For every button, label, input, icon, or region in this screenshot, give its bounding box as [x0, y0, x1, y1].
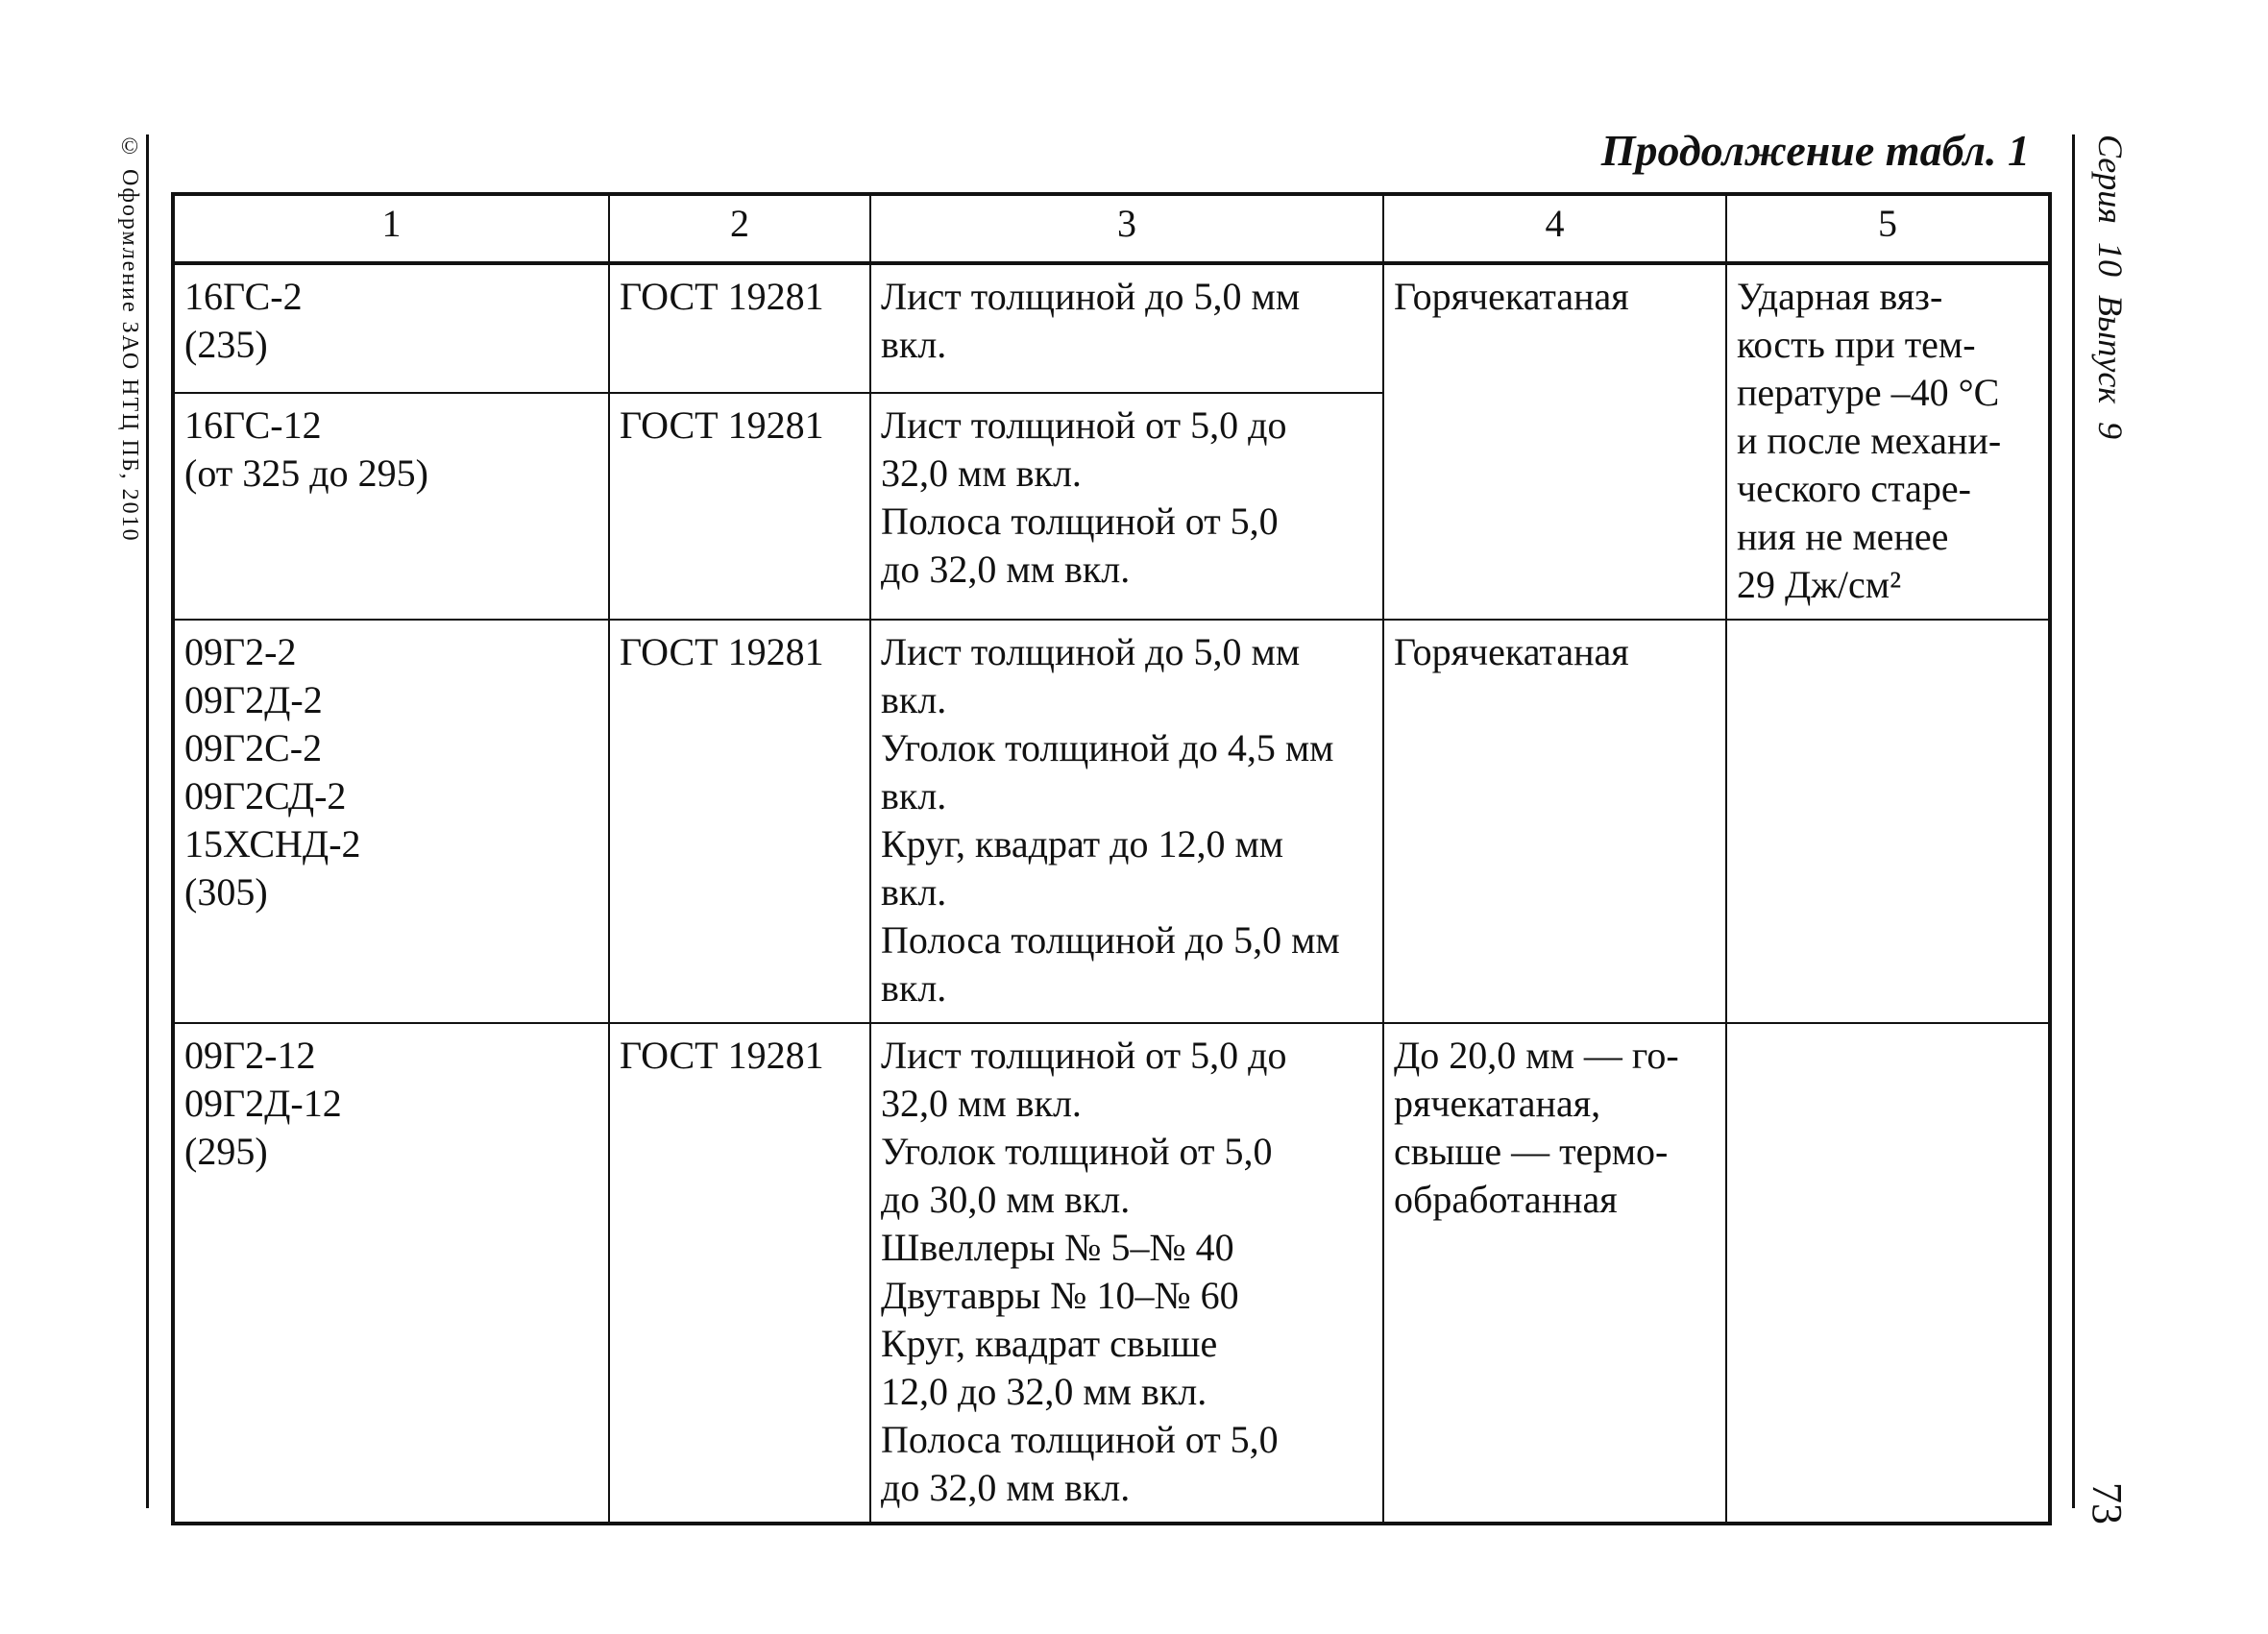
additional-requirements-cell [1726, 263, 2050, 620]
product-line: Уголок толщиной до 4,5 мм [881, 726, 1334, 769]
steel-grade: 16ГС-2 [184, 275, 303, 318]
copyright-note: © Оформление ЗАО НТЦ ПБ, 2010 [117, 134, 142, 543]
product-type-cell [870, 263, 1383, 393]
requirement-line: ческого старе- [1737, 467, 1971, 510]
standard-cell [609, 263, 870, 393]
steel-grade: 09Г2СД-2 [184, 774, 347, 817]
product-line: до 32,0 мм вкл. [881, 548, 1131, 592]
product-line: вкл. [881, 870, 947, 914]
requirement-line: пературе –40 °С [1737, 371, 2000, 414]
table-caption: Продолжение табл. 1 [1600, 126, 2030, 175]
product-line: вкл. [881, 774, 947, 817]
standard-code: ГОСТ 19281 [620, 275, 824, 318]
additional-requirements-cell [1726, 1023, 2050, 1524]
product-line: Круг, квадрат свыше [881, 1322, 1218, 1365]
product-type-cell [870, 1023, 1383, 1524]
table-header-row [173, 194, 2050, 263]
series-issue-label: Серия 10 Выпуск 9 [2091, 134, 2130, 440]
product-line: 12,0 до 32,0 мм вкл. [881, 1370, 1207, 1413]
column-header: 2 [609, 194, 870, 263]
yield-strength: (235) [184, 323, 268, 366]
requirement-line: 29 Дж/см² [1737, 563, 1902, 606]
product-line: Круг, квадрат до 12,0 мм [881, 822, 1284, 866]
steel-grade: 09Г2Д-12 [184, 1082, 342, 1125]
delivery-condition-cell [1383, 620, 1726, 1023]
delivery-condition: рячекатаная, [1394, 1082, 1601, 1125]
table-row [173, 263, 2050, 393]
requirement-line: и после механи- [1737, 419, 2002, 462]
standard-cell [609, 393, 870, 620]
delivery-condition-cell [1383, 1023, 1726, 1524]
product-line: Швеллеры № 5–№ 40 [881, 1226, 1234, 1269]
steel-grade-cell [173, 393, 609, 620]
product-line: Полоса толщиной до 5,0 мм [881, 918, 1340, 962]
product-line: Лист толщиной от 5,0 до [881, 403, 1287, 448]
steel-grade: 09Г2-2 [184, 630, 297, 673]
delivery-condition: обработанная [1394, 1178, 1618, 1221]
delivery-condition: До 20,0 мм — го- [1394, 1034, 1679, 1077]
product-line: Лист толщиной до 5,0 мм [881, 630, 1301, 673]
delivery-condition: свыше — термо- [1394, 1130, 1669, 1173]
steel-grade-cell [173, 620, 609, 1023]
product-line: 32,0 мм вкл. [881, 451, 1082, 496]
delivery-condition: Горячекатаная [1394, 630, 1629, 673]
left-margin-rule [146, 134, 149, 1508]
product-line: 32,0 мм вкл. [881, 1082, 1082, 1125]
yield-strength: (295) [184, 1130, 268, 1173]
product-line: вкл. [881, 323, 947, 366]
requirement-line: кость при тем- [1737, 323, 1976, 366]
requirement-line: Ударная вяз- [1737, 275, 1943, 318]
standard-cell [609, 620, 870, 1023]
standard-code: ГОСТ 19281 [620, 630, 824, 673]
requirement-line: ния не менее [1737, 515, 1949, 558]
page-number: 73 [2084, 1482, 2132, 1524]
right-margin-rule [2072, 134, 2075, 1508]
standard-code: ГОСТ 19281 [620, 403, 824, 448]
product-line: Полоса толщиной от 5,0 [881, 500, 1279, 544]
steel-grade-cell [173, 263, 609, 393]
steel-grades-table [171, 192, 2052, 1525]
product-line: до 30,0 мм вкл. [881, 1178, 1131, 1221]
standard-cell [609, 1023, 870, 1524]
steel-grade: 09Г2Д-2 [184, 678, 323, 721]
product-line: вкл. [881, 966, 947, 1010]
standard-code: ГОСТ 19281 [620, 1034, 824, 1077]
column-header: 4 [1383, 194, 1726, 263]
product-line: до 32,0 мм вкл. [881, 1466, 1131, 1509]
table-row [173, 620, 2050, 1023]
delivery-condition-cell [1383, 263, 1726, 620]
product-line: Лист толщиной до 5,0 мм [881, 275, 1301, 318]
product-line: Полоса толщиной от 5,0 [881, 1418, 1279, 1461]
steel-grade-cell [173, 1023, 609, 1524]
yield-strength: (305) [184, 870, 268, 914]
column-header: 5 [1726, 194, 2050, 263]
product-line: вкл. [881, 678, 947, 721]
column-header: 3 [870, 194, 1383, 263]
steel-grade: 15ХСНД-2 [184, 822, 361, 866]
product-type-cell [870, 393, 1383, 620]
product-line: Лист толщиной от 5,0 до [881, 1034, 1287, 1077]
additional-requirements-cell [1726, 620, 2050, 1023]
column-header: 1 [173, 194, 609, 263]
yield-strength: (от 325 до 295) [184, 451, 428, 496]
product-line: Двутавры № 10–№ 60 [881, 1274, 1239, 1317]
steel-grade: 09Г2-12 [184, 1034, 316, 1077]
table-row [173, 1023, 2050, 1524]
product-type-cell [870, 620, 1383, 1023]
delivery-condition: Горячекатаная [1394, 275, 1629, 318]
steel-grade: 09Г2С-2 [184, 726, 323, 769]
product-line: Уголок толщиной от 5,0 [881, 1130, 1273, 1173]
steel-grade: 16ГС-12 [184, 403, 322, 448]
